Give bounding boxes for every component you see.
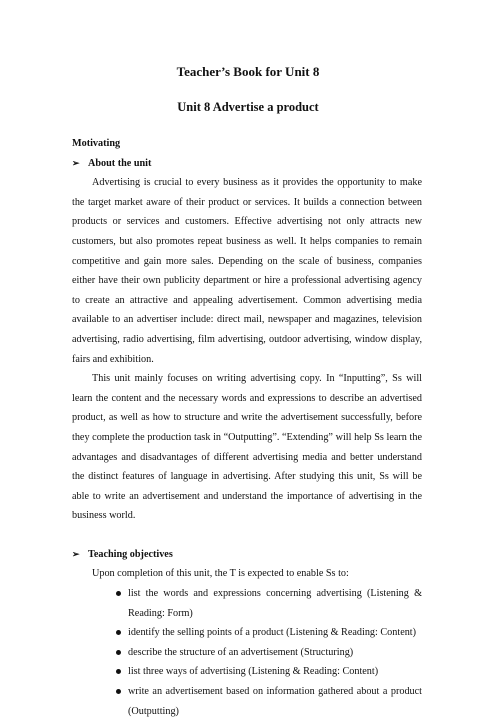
section-heading-motivating: Motivating: [72, 138, 121, 149]
arrow-bullet-icon: ➢: [72, 157, 80, 168]
list-item: describe the structure of an advertisement (Structuring): [116, 643, 422, 663]
objectives-intro: Upon completion of this unit, the T is expected to enable Ss to:: [92, 568, 349, 580]
arrow-bullet-icon: ➢: [72, 548, 80, 559]
unit-title: Unit 8 Advertise a product: [177, 100, 319, 114]
paragraph-about-2: This unit mainly focuses on writing advertising copy. In “Inputting”, Ss will learn the content and the necessary words and expressions to describe an advertised product, as well as how to structure and write the advertisement successfully, before they complete the production task in “Outputting”. “Extending” will help Ss learn the advantages and disadvantages of different advertising media and better understand the distinct features of language in advertising. After studying this unit, Ss will be able to write an advertisement and understand the importance of advertising in the business world.: [72, 373, 422, 522]
objectives-list: [72, 584, 422, 721]
list-item: write an advertisement based on information gathered about a product (Outputting): [116, 682, 422, 721]
spacer: [72, 526, 422, 545]
document-title: Teacher’s Book for Unit 8: [176, 64, 320, 79]
subsection-heading-about: [72, 154, 422, 174]
paragraph-about-1: Advertising is crucial to every business as it provides the opportunity to make the target market aware of their product or services. It builds a connection between products or services and customers. Effective advertising not only attracts new customers, but also promotes repeat business as well. It helps companies to remain competitive and gain more sales. Depending on the scale of business, companies either have their own publicity department or hire a professional advertising agency to create an attractive and appealing advertisement. Common advertising media available to an advertiser include: direct mail, newspaper and magazines, television advertising, radio advertising, film advertising, outdoor advertising, window display, fairs and exhibition.: [72, 177, 422, 365]
subsection-heading-objectives: [72, 545, 422, 565]
subsection-heading-about-label: About the unit: [88, 157, 152, 169]
list-item: identify the selling points of a product (Listening & Reading: Content): [116, 623, 422, 643]
list-item: list three ways of advertising (Listening & Reading: Content): [116, 662, 422, 682]
subsection-heading-objectives-label: Teaching objectives: [88, 548, 173, 560]
list-item: list the words and expressions concerning advertising (Listening & Reading: Form): [116, 584, 422, 623]
document-body: [72, 134, 422, 721]
